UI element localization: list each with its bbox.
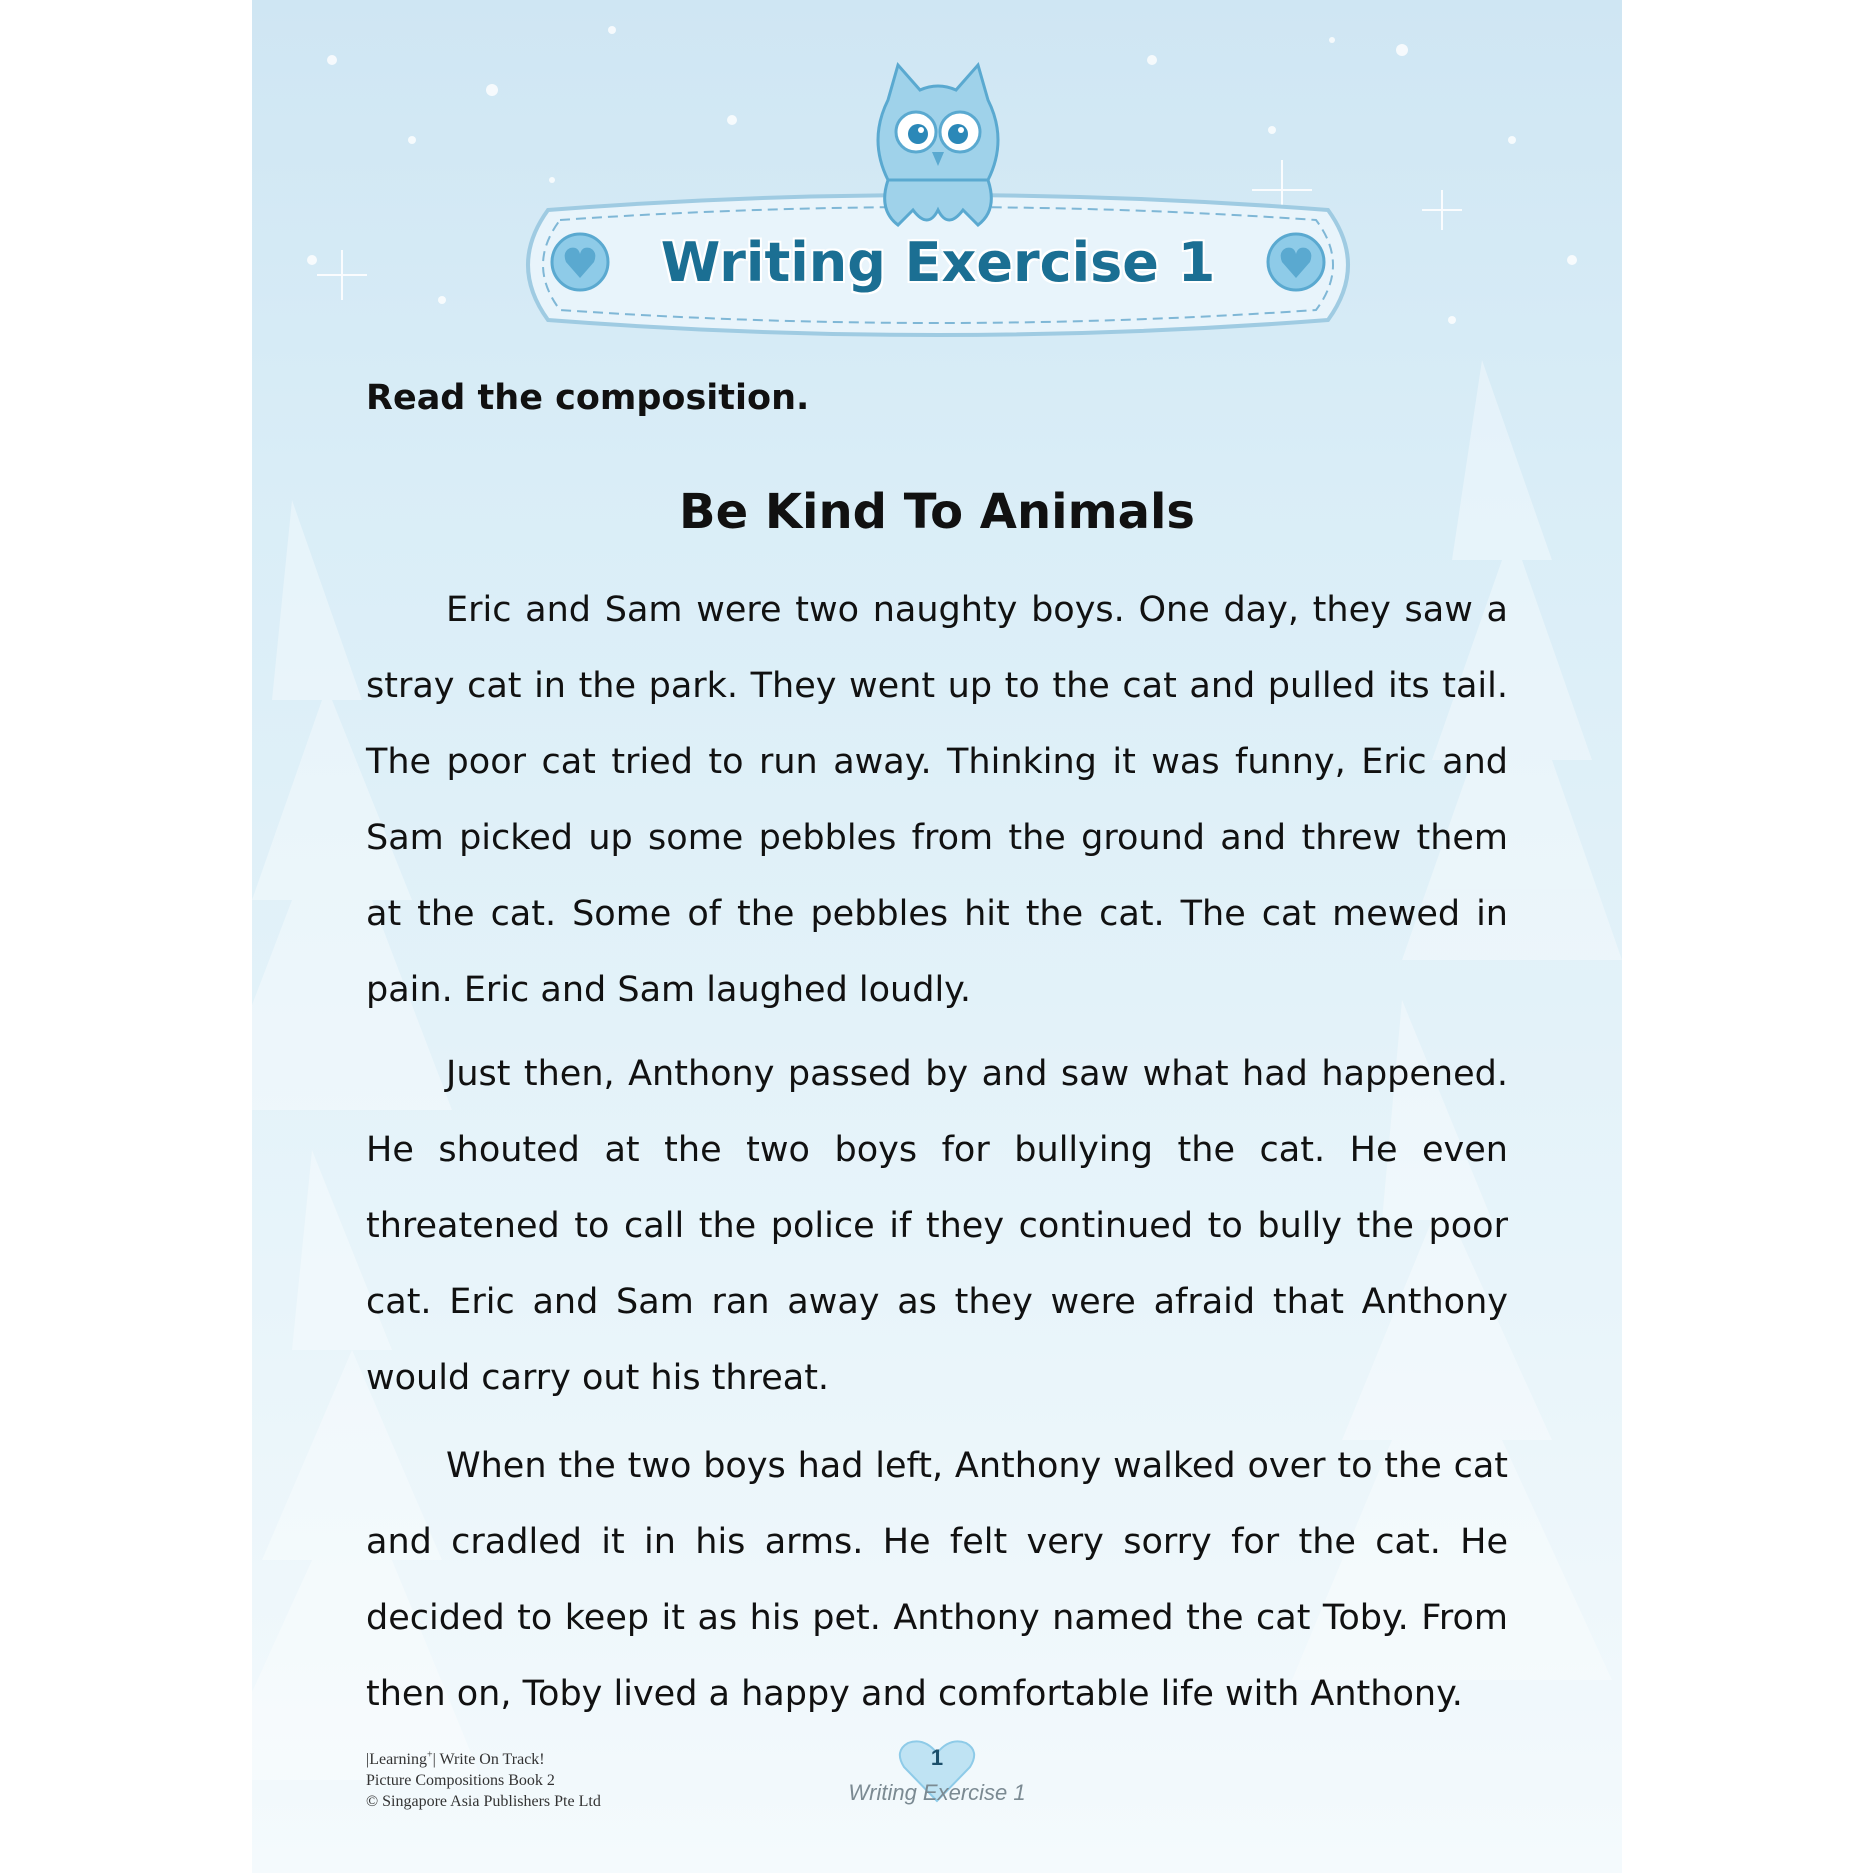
story-title: Be Kind To Animals xyxy=(679,484,1195,540)
page-title: Writing Exercise 1 xyxy=(660,231,1216,294)
book-credit: Picture Compositions Book 2 xyxy=(366,1772,555,1789)
worksheet-page xyxy=(252,0,1622,1873)
story-paragraph: Eric and Sam were two naughty boys. One day, they saw a stray cat in the park. They went up to the cat and pulled its tail. The poor cat tried to run away. Thinking it was funny, Eric and Sam picked up some pebbles from the ground and threw them at the cat. Some of the pebbles hit the cat. The cat mewed in pain. Eric and Sam laughed loudly. xyxy=(366,590,1508,1010)
instruction-text: Read the composition. xyxy=(366,378,810,418)
publisher-credit: © Singapore Asia Publishers Pte Ltd xyxy=(366,1793,601,1810)
page-footer-label: Writing Exercise 1 xyxy=(848,1780,1026,1805)
owl-mascot-icon xyxy=(858,60,1018,240)
series-superscript: + xyxy=(426,1749,433,1761)
page-number: 1 xyxy=(930,1745,944,1770)
story-paragraph: Just then, Anthony passed by and saw what had happened. He shouted at the two boys for bullying the cat. He even threatened to call the police if they continued to bully the poor cat. Eric and Sam ran away as they were afraid that Anthony would carry out his threat. xyxy=(366,1054,1508,1398)
series-prefix: |Learning xyxy=(366,1751,427,1768)
story-paragraph: When the two boys had left, Anthony walked over to the cat and cradled it in his arms. He felt very sorry for the cat. He decided to keep it as his pet. Anthony named the cat Toby. From then on, Toby lived a happy and comfortable life with Anthony. xyxy=(366,1446,1508,1714)
series-credit xyxy=(366,1749,696,1770)
publisher-credits xyxy=(366,1749,696,1812)
series-suffix: | Write On Track! xyxy=(432,1751,545,1768)
